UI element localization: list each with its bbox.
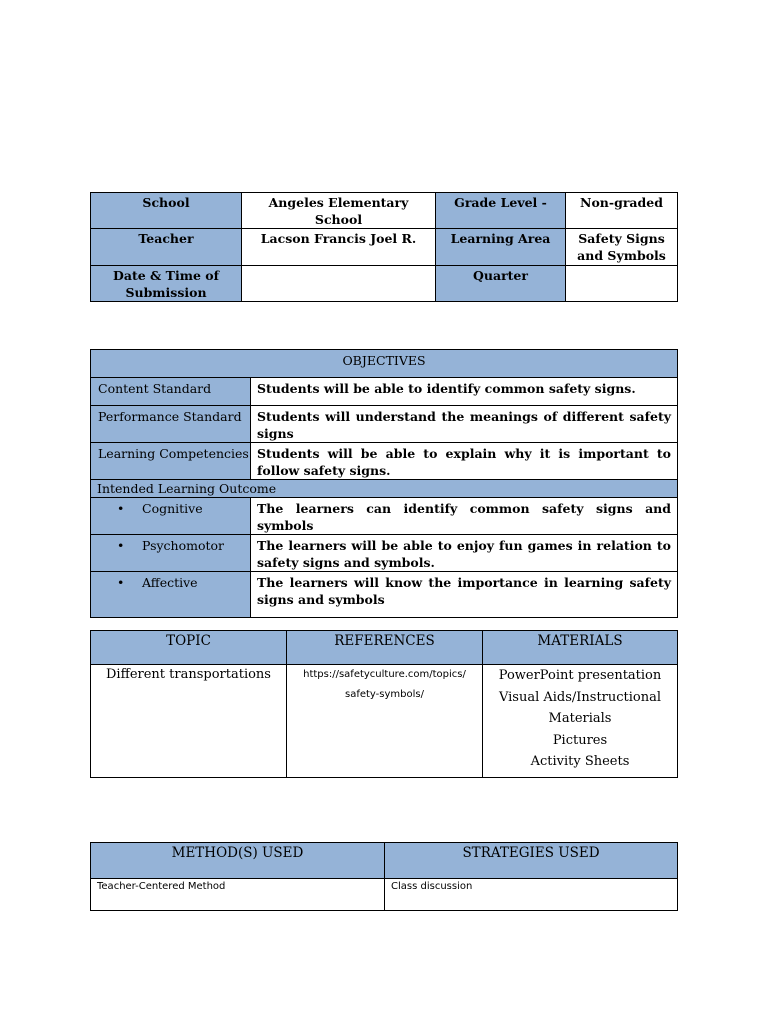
strategy-value: Class discussion: [385, 879, 678, 911]
material-item: Activity Sheets: [530, 754, 630, 769]
date-value: [242, 266, 436, 302]
psychomotor-label: [91, 535, 251, 572]
strategies-header: STRATEGIES USED: [385, 843, 678, 879]
teacher-value: Lacson Francis Joel R.: [242, 229, 436, 266]
school-label: School: [91, 193, 242, 229]
quarter-label: Quarter: [436, 266, 566, 302]
references-cell: [287, 665, 483, 778]
reference-line-2: safety-symbols/: [345, 689, 424, 700]
objectives-title: OBJECTIVES: [91, 350, 678, 378]
topic-cell: [91, 665, 287, 778]
teacher-label: Teacher: [91, 229, 242, 266]
area-value: Safety Signs and Symbols: [566, 229, 678, 266]
reference-line-1: https://safetyculture.com/topics/: [303, 669, 466, 680]
grade-label: Grade Level -: [436, 193, 566, 229]
grade-value: Non-graded: [566, 193, 678, 229]
cognitive-label: [91, 498, 251, 535]
cognitive-value: The learners can identify common safety signs and symbols: [251, 498, 678, 535]
method-value: Teacher-Centered Method: [91, 879, 385, 911]
topic-header: TOPIC: [91, 631, 287, 665]
content-standard-label: Content Standard: [91, 378, 251, 406]
affective-label: [91, 572, 251, 618]
affective-value: The learners will know the importance in learning safety signs and symbols: [251, 572, 678, 618]
material-item: Pictures: [552, 732, 608, 748]
material-item: Materials: [548, 711, 612, 726]
psychomotor-text: Psychomotor: [142, 538, 225, 553]
performance-standard-value: Students will understand the meanings of different safety signs: [251, 406, 678, 443]
materials-header: MATERIALS: [483, 631, 678, 665]
performance-standard-label: Performance Standard: [91, 406, 251, 443]
material-item: PowerPoint presentation: [498, 668, 662, 683]
content-standard-value: Students will be able to identify common safety signs.: [251, 378, 678, 406]
psychomotor-value: The learners will be able to enjoy fun games in relation to safety signs and symbols.: [251, 535, 678, 572]
cognitive-text: Cognitive: [142, 501, 203, 516]
date-label: Date & Time of Submission: [91, 266, 242, 302]
topic-value: Different transportations: [106, 667, 271, 682]
methods-header: METHOD(S) USED: [91, 843, 385, 879]
objectives-table: [90, 349, 678, 618]
area-label: Learning Area: [436, 229, 566, 266]
method-table: [90, 842, 678, 911]
topic-table: [90, 630, 678, 778]
quarter-value: [566, 266, 678, 302]
bullet-icon: •: [117, 538, 125, 553]
material-item: Visual Aids/Instructional: [498, 689, 662, 705]
bullet-icon: •: [117, 575, 125, 590]
materials-cell: [483, 665, 678, 778]
references-header: REFERENCES: [287, 631, 483, 665]
learning-competencies-label: Learning Competencies: [91, 443, 251, 480]
school-value: Angeles Elementary School: [242, 193, 436, 229]
bullet-icon: •: [117, 501, 125, 516]
intended-learning-outcome-label: Intended Learning Outcome: [91, 480, 678, 498]
learning-competencies-value: Students will be able to explain why it is important to follow safety signs.: [251, 443, 678, 480]
info-table: [90, 192, 678, 302]
affective-text: Affective: [142, 575, 198, 590]
